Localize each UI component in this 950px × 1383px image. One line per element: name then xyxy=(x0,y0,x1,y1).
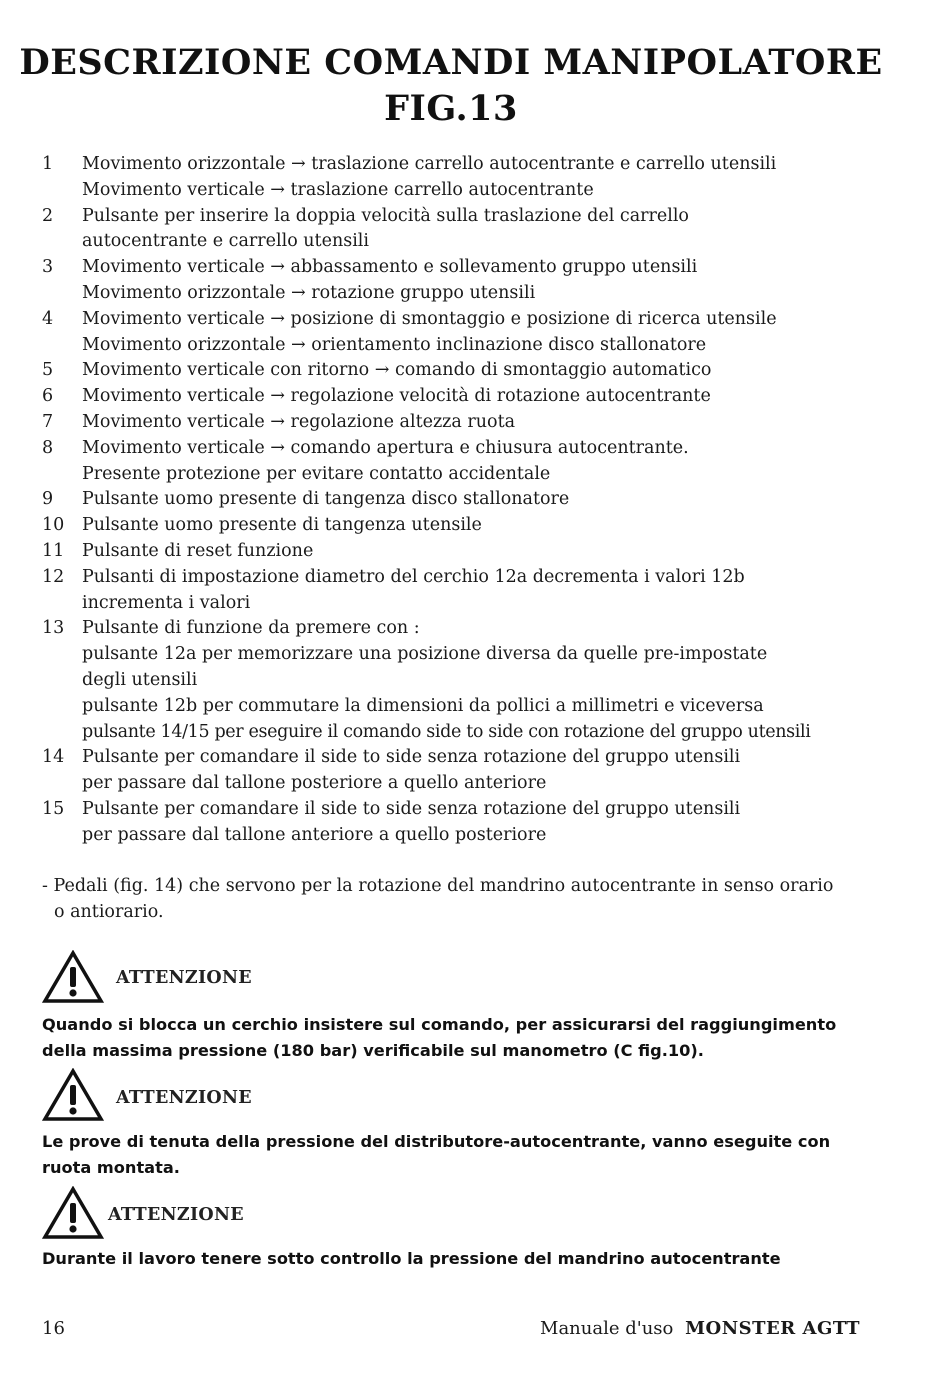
item-line: Movimento verticale → posizione di smontaggio e posizione di ricerca utensile xyxy=(82,308,777,329)
list-item xyxy=(42,513,872,539)
note-line: - Pedali (fig. 14) che servono per la rotazione del mandrino autocentrante in senso orario xyxy=(42,876,834,896)
item-line: Pulsante di reset funzione xyxy=(82,540,314,561)
list-item xyxy=(42,152,872,204)
item-line: Movimento verticale → regolazione altezza ruota xyxy=(82,411,516,432)
item-number: 4 xyxy=(42,308,54,329)
warning-label: ATTENZIONE xyxy=(108,1205,244,1225)
warning-text-line: Durante il lavoro tenere sotto controllo la pressione del mandrino autocentrante xyxy=(42,1249,781,1268)
item-number: 2 xyxy=(42,205,54,226)
item-line: Pulsante uomo presente di tangenza utensile xyxy=(82,515,482,536)
list-item xyxy=(42,616,872,745)
item-line: Pulsante uomo presente di tangenza disco stallonatore xyxy=(82,489,570,510)
item-line: Movimento orizzontale → rotazione gruppo utensili xyxy=(82,282,536,303)
figure-reference: FIG.13 xyxy=(384,88,518,129)
warning-text-line: ruota montata. xyxy=(42,1158,180,1177)
warning-text xyxy=(42,1246,882,1272)
item-number: 11 xyxy=(42,540,65,561)
warning-text xyxy=(42,1129,882,1181)
item-number: 3 xyxy=(42,257,54,278)
warning-text xyxy=(42,1012,882,1064)
item-line: Pulsante per comandare il side to side senza rotazione del gruppo utensili xyxy=(82,798,741,819)
item-line: autocentrante e carrello utensili xyxy=(82,231,369,252)
item-number: 8 xyxy=(42,437,54,458)
list-item xyxy=(42,565,872,617)
footer-manual xyxy=(540,1318,860,1339)
item-line: Movimento orizzontale → orientamento inclinazione disco stallonatore xyxy=(82,334,707,355)
list-item xyxy=(42,797,872,849)
manual-label: Manuale d'uso xyxy=(540,1318,674,1339)
controls-list xyxy=(42,152,872,849)
list-item xyxy=(42,384,872,410)
item-line: degli utensili xyxy=(82,669,198,690)
item-line: Movimento verticale con ritorno → comando di smontaggio automatico xyxy=(82,360,712,381)
item-line: Presente protezione per evitare contatto accidentale xyxy=(82,463,551,484)
page-number: 16 xyxy=(42,1318,65,1339)
item-line: Movimento verticale → comando apertura e chiusura autocentrante. xyxy=(82,437,689,458)
item-line: per passare dal tallone anteriore a quello posteriore xyxy=(82,824,547,845)
note-line: o antiorario. xyxy=(54,901,164,922)
item-number: 6 xyxy=(42,386,54,407)
item-number: 7 xyxy=(42,411,54,432)
item-number: 1 xyxy=(42,154,54,174)
warning-text-line: Le prove di tenuta della pressione del distributore-autocentrante, vanno eseguite con xyxy=(42,1132,831,1151)
warning-text-line: della massima pressione (180 bar) verificabile sul manometro (C fig.10). xyxy=(42,1041,704,1060)
item-number: 14 xyxy=(42,747,65,768)
list-item xyxy=(42,436,872,488)
warning-text-line: Quando si blocca un cerchio insistere sul comando, per assicurarsi del raggiungimento xyxy=(42,1015,837,1034)
item-line: Pulsante di funzione da premere con : xyxy=(82,618,420,639)
warning-label: ATTENZIONE xyxy=(116,968,252,988)
item-number: 15 xyxy=(42,798,65,819)
item-line: Pulsante per inserire la doppia velocità sulla traslazione del carrello xyxy=(82,205,689,226)
item-line: pulsante 14/15 per eseguire il comando side to side con rotazione del gruppo utensili xyxy=(82,721,811,742)
product-name: MONSTER AGTT xyxy=(685,1318,860,1339)
warning-triangle-icon xyxy=(42,1186,104,1240)
item-line: Movimento verticale → abbassamento e sollevamento gruppo utensili xyxy=(82,257,698,278)
item-line: Pulsante per comandare il side to side senza rotazione del gruppo utensili xyxy=(82,747,741,768)
list-item xyxy=(42,255,872,307)
warning-triangle-icon xyxy=(42,1068,104,1122)
list-item xyxy=(42,307,872,359)
item-line: pulsante 12b per commutare la dimensioni da pollici a millimetri e viceversa xyxy=(82,695,764,716)
pedals-note xyxy=(42,874,882,926)
page-title: DESCRIZIONE COMANDI MANIPOLATORE xyxy=(19,42,883,83)
item-line: Movimento verticale → traslazione carrello autocentrante xyxy=(82,179,594,200)
item-line: per passare dal tallone posteriore a quello anteriore xyxy=(82,773,547,794)
item-number: 10 xyxy=(42,515,65,536)
item-number: 13 xyxy=(42,618,65,639)
list-item xyxy=(42,539,872,565)
item-line: Movimento orizzontale → traslazione carrello autocentrante e carrello utensili xyxy=(82,154,777,174)
item-number: 9 xyxy=(42,489,54,510)
item-line: Pulsanti di impostazione diametro del cerchio 12a decrementa i valori 12b xyxy=(82,566,745,587)
warning-triangle-icon xyxy=(42,950,104,1004)
list-item xyxy=(42,745,872,797)
list-item xyxy=(42,358,872,384)
list-item xyxy=(42,204,872,256)
item-line: Movimento verticale → regolazione velocità di rotazione autocentrante xyxy=(82,386,711,407)
item-number: 12 xyxy=(42,566,65,587)
list-item xyxy=(42,410,872,436)
item-line: incrementa i valori xyxy=(82,592,251,613)
item-line: pulsante 12a per memorizzare una posizione diversa da quelle pre-impostate xyxy=(82,644,768,665)
warning-label: ATTENZIONE xyxy=(116,1088,252,1108)
item-number: 5 xyxy=(42,360,54,381)
list-item xyxy=(42,487,872,513)
